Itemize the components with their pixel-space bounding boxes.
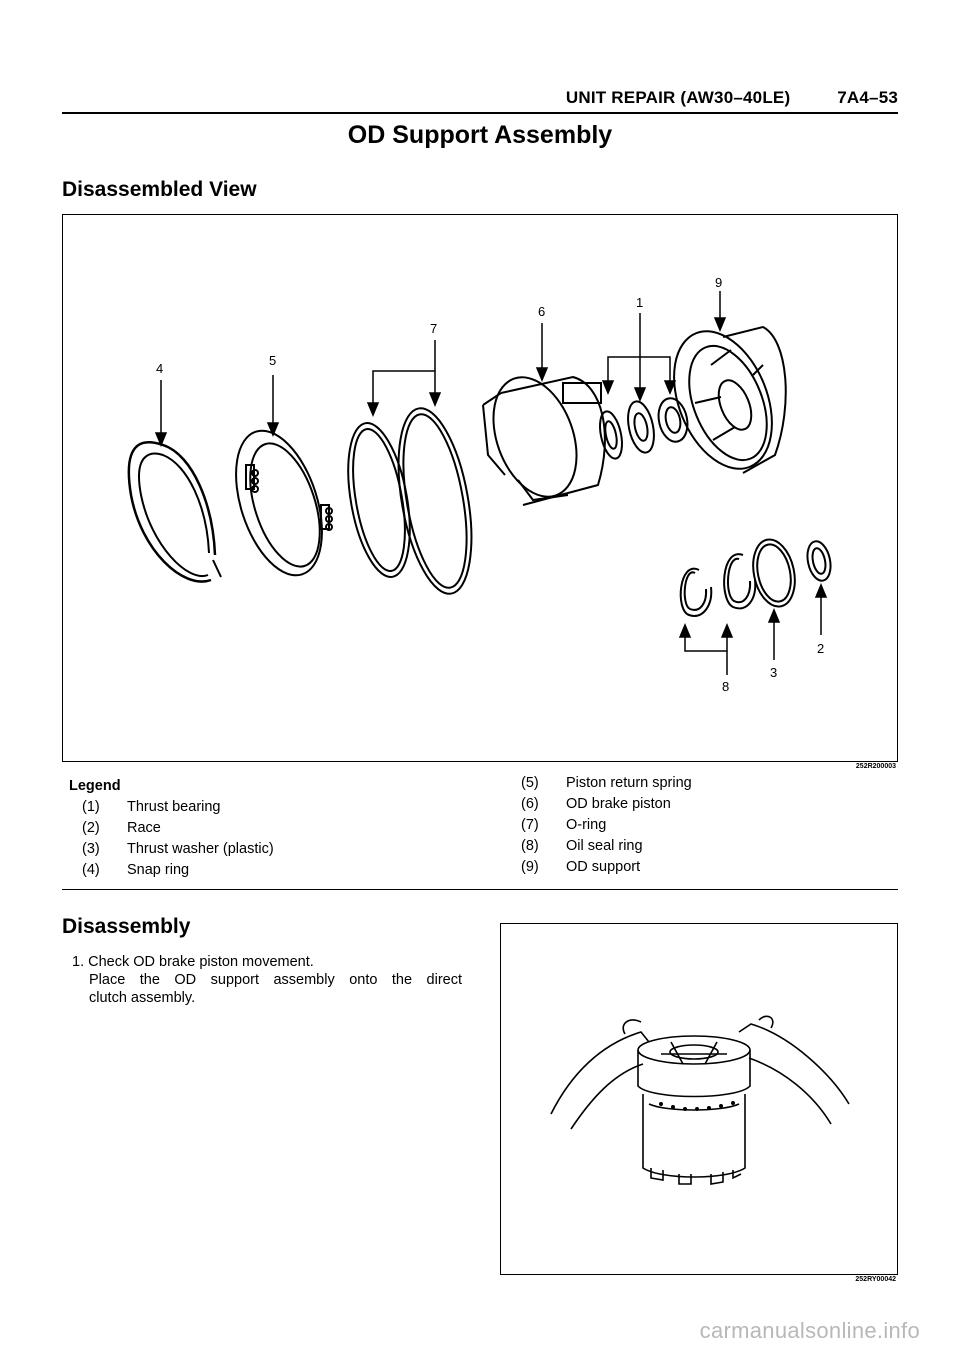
race-part [804,539,834,583]
legend-item: (4) Snap ring [82,862,190,878]
page-title: OD Support Assembly [347,121,613,149]
legend-item: (8) Oil seal ring [521,838,643,854]
callout-3: 3 [770,665,778,680]
figure-id: 252R200003 [855,763,896,770]
step-1 [72,953,462,1007]
piston-check-figure [500,923,898,1275]
page-header [566,88,898,108]
step-1-line-1: 1. Check OD brake piston movement. [72,954,314,970]
disassembled-view-heading: Disassembled View [62,178,257,201]
exploded-diagram [63,215,897,761]
brake-piston-part [478,366,605,509]
disassembly-heading: Disassembly [62,915,191,938]
legend-item: (2) Race [82,820,161,836]
legend-left [69,776,274,881]
return-spring-part [220,420,339,586]
callout-6: 6 [538,304,546,319]
callout-7: 7 [430,321,438,336]
section-title: UNIT REPAIR (AW30–40LE) [565,88,791,107]
figure-id-2: 252RY00042 [855,1276,896,1283]
step-1-line-3: clutch assembly. [89,990,196,1006]
page-number: 7A4–53 [837,88,898,107]
o-ring-part [338,403,484,600]
snap-ring-part [129,442,221,581]
legend-item: (7) O-ring [521,817,607,833]
legend-item: (1) Thrust bearing [82,799,221,815]
oil-seal-ring-part [681,554,756,616]
callout-1: 1 [636,295,644,310]
legend-item: (5) Piston return spring [521,775,692,791]
header-rule [62,112,898,114]
callout-9: 9 [715,275,723,290]
callout-2: 2 [817,641,825,656]
callout-5: 5 [269,353,277,368]
disassembled-view-figure [62,214,898,762]
section-divider [62,889,898,890]
legend-title: Legend [69,778,121,794]
step-1-line-2: Place the OD support assembly onto the direct [89,972,462,988]
legend-item: (9) OD support [521,859,641,875]
legend-right [521,773,692,878]
legend-item: (6) OD brake piston [521,796,671,812]
hands-on-assembly-illustration [501,924,897,1274]
callout-4: 4 [156,361,164,376]
thrust-washer-part [747,536,800,611]
legend-item: (3) Thrust washer (plastic) [82,841,274,857]
thrust-bearing-part [596,396,691,461]
callout-8: 8 [722,679,730,694]
watermark: carmanualsonline.info [699,1318,920,1343]
